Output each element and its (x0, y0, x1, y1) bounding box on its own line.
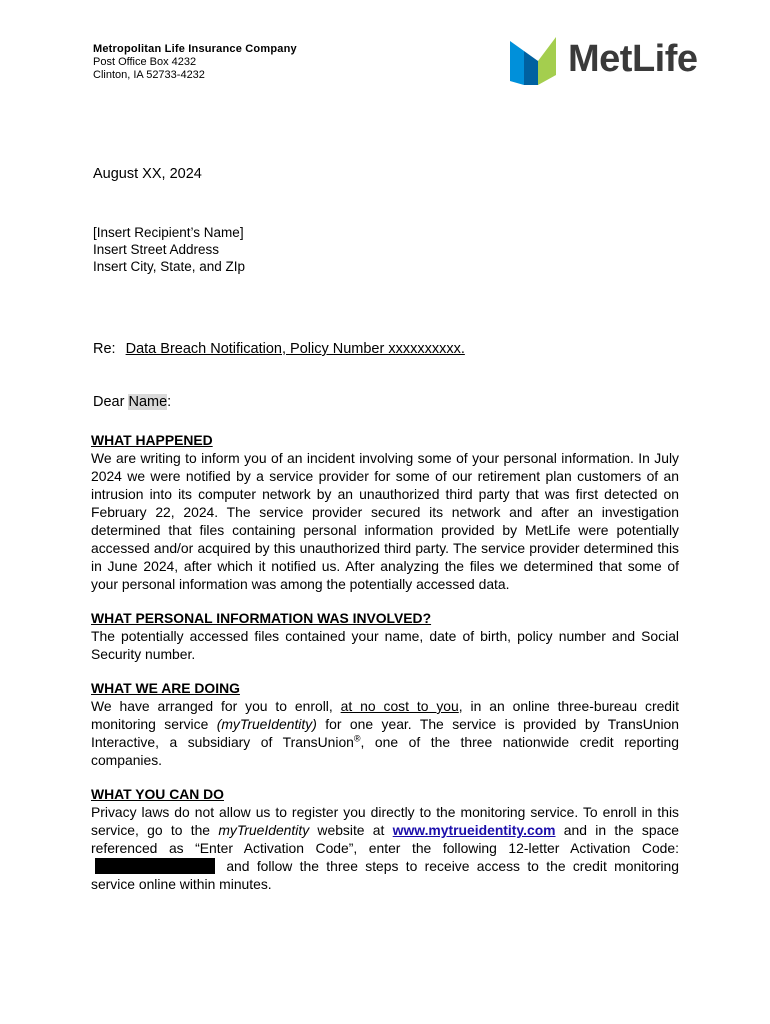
cando-text-3: and in the space referenced as “Enter Activation Code”, enter the following 12-letter Activation Code: (91, 822, 679, 856)
sender-address (93, 43, 297, 82)
heading-what-you-can-do: WHAT YOU CAN DO (91, 786, 224, 802)
heading-what-happened: WHAT HAPPENED (91, 432, 213, 448)
heading-what-we-are-doing: WHAT WE ARE DOING (91, 680, 240, 696)
recipient-address (93, 224, 245, 275)
sender-po-box: Post Office Box 4232 (93, 56, 197, 68)
section-what-we-are-doing (91, 679, 679, 769)
cando-text-1: Privacy laws do not allow us to register you directly to the monitoring service. To enroll in this service, go to the (91, 804, 679, 838)
registered-mark: ® (353, 733, 361, 744)
paragraph-info-involved: The potentially accessed files contained your name, date of birth, policy number and Social Security number. (91, 628, 679, 662)
doing-service-name: (myTrueIdentity) (216, 716, 317, 732)
re-label: Re: (93, 341, 116, 357)
metlife-logo-mark-icon (510, 37, 558, 85)
sender-company: Metropolitan Life Insurance Company (93, 43, 297, 55)
salutation-prefix: Dear (93, 394, 129, 410)
subject-text: Data Breach Notification, Policy Number xxxxxxxxxx. (125, 341, 465, 357)
sender-city: Clinton, IA 52733-4232 (93, 69, 205, 81)
paragraph-what-you-can-do (91, 803, 679, 893)
doing-text-4: , one of the three nationwide credit reporting companies. (91, 734, 679, 768)
doing-no-cost: at no cost to you (340, 698, 459, 714)
cando-text-4: and follow the three steps to receive access to the credit monitoring service online within minutes. (91, 858, 679, 892)
mytrueidentity-link[interactable]: www.mytrueidentity.com (392, 822, 556, 838)
salutation-suffix: : (167, 394, 172, 410)
section-what-happened (91, 431, 679, 593)
cando-service-name: myTrueIdentity (218, 822, 310, 838)
letter-date: August XX, 2024 (93, 166, 202, 182)
heading-info-involved: WHAT PERSONAL INFORMATION WAS INVOLVED? (91, 610, 432, 626)
metlife-wordmark: MetLife (568, 38, 698, 80)
paragraph-what-happened: We are writing to inform you of an incident involving some of your personal information. In July 2024 we were notified by a service provider for some of our retirement plan customers of an intrusion into its computer network by an unauthorized third party that was first detected on February 22, 2024. The service provider secured its network and after an investigation determined that files containing personal information provided by MetLife were potentially accessed and/or acquired by this unauthorized third party. The service provider determined this in June 2024, after which it notified us. After analyzing the files we determined that some of your personal information was among the potentially accessed data. (91, 450, 679, 592)
subject-line (93, 341, 465, 357)
section-what-you-can-do (91, 785, 679, 893)
letter-body (91, 431, 679, 909)
recipient-city: Insert City, State, and ZIp (93, 259, 246, 274)
salutation (93, 394, 171, 410)
recipient-street: Insert Street Address (93, 242, 220, 257)
section-info-involved (91, 609, 679, 663)
paragraph-what-we-are-doing (91, 697, 679, 769)
recipient-name: [Insert Recipient’s Name] (93, 225, 244, 240)
redacted-activation-code (95, 858, 215, 874)
cando-text-2: website at (309, 822, 393, 838)
doing-text-2: , in an online three-bureau credit monitoring service (91, 698, 679, 732)
doing-text-1: We have arranged for you to enroll, (91, 698, 341, 714)
salutation-name-field[interactable]: Name (128, 394, 168, 410)
metlife-logo (510, 35, 710, 85)
doing-text-3: for one year. The service is provided by TransUnion Interactive, a subsidiary of TransUnion (91, 716, 679, 750)
